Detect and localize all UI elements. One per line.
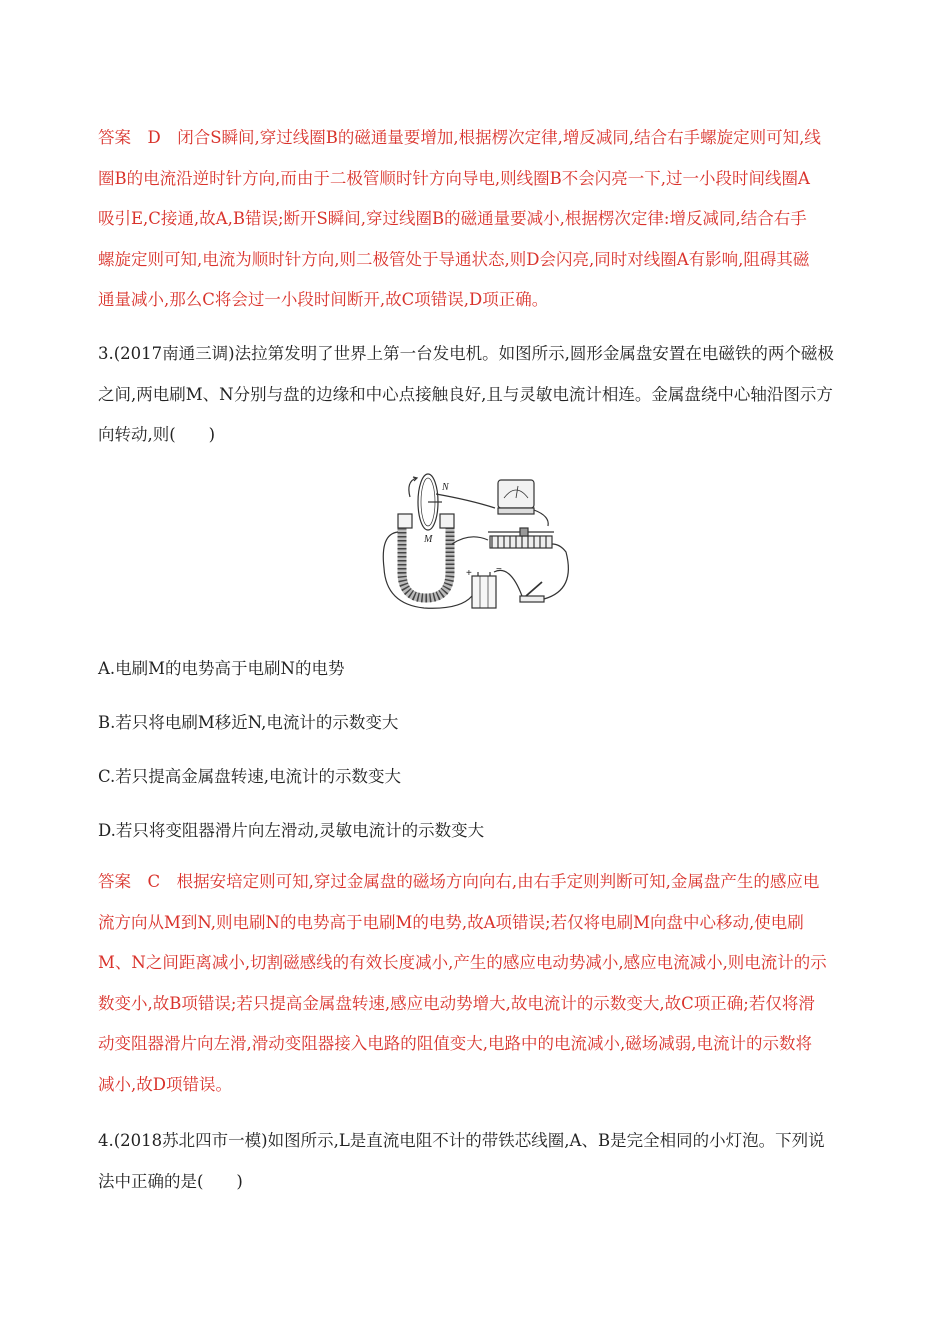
label-minus: −	[496, 564, 502, 575]
question-3-line: 3.(2017南通三调)法拉第发明了世界上第一台发电机。如图所示,圆形金属盘安置在电磁铁的两个磁极	[98, 344, 834, 363]
question-4-line: 4.(2018苏北四市一模)如图所示,L是直流电阻不计的带铁芯线圈,A、B是完全相同的小灯泡。下列说	[98, 1131, 825, 1150]
option-a: A.电刷M的电势高于电刷N的电势	[98, 659, 345, 678]
answer-3-line: 答案 C 根据安培定则可知,穿过金属盘的磁场方向向右,由右手定则判断可知,金属盘产生的感应电	[98, 872, 820, 891]
answer-3-line: 流方向从M到N,则电刷N的电势高于电刷M的电势,故A项错误;若仅将电刷M向盘中心移动,使电刷	[98, 912, 804, 932]
answer-3-line: 数变小,故B项错误;若只提高金属盘转速,感应电动势增大,故电流计的示数变大,故C项正确;若仅将滑	[98, 993, 815, 1013]
magnet-pole-left	[398, 514, 412, 528]
galvanometer	[498, 480, 534, 508]
label-plus: +	[466, 568, 472, 579]
question-3-line: 向转动,则( )	[98, 425, 216, 444]
label-m: M	[424, 534, 433, 545]
option-d: D.若只将变阻器滑片向左滑动,灵敏电流计的示数变大	[98, 821, 485, 840]
rheostat	[490, 536, 552, 548]
answer-3-line: 减小,故D项错误。	[98, 1074, 232, 1094]
option-b: B.若只将电刷M移近N,电流计的示数变大	[98, 713, 399, 732]
magnet-pole-right	[440, 514, 454, 528]
answer-2-line: 吸引E,C接通,故A,B错误;断开S瞬间,穿过线圈B的磁通量要减小,根据楞次定律:增反减同,结合右手	[98, 209, 807, 228]
question-3-line: 之间,两电刷M、N分别与盘的边缘和中心点接触良好,且与灵敏电流计相连。金属盘绕中心轴沿图示方	[98, 384, 833, 404]
label-n: N	[442, 482, 449, 493]
faraday-generator-figure	[380, 472, 580, 612]
question-3-stem	[98, 334, 853, 456]
faraday-generator-diagram	[380, 472, 580, 612]
answer-3-line: M、N之间距离减小,切割磁感线的有效长度减小,产生的感应电动势减小,感应电流减小,则电流计的示	[98, 953, 827, 972]
option-c: C.若只提高金属盘转速,电流计的示数变大	[98, 767, 402, 786]
switch	[520, 596, 544, 602]
battery	[472, 576, 496, 608]
answer-2-line: 通量减小,那么C将会过一小段时间断开,故C项错误,D项正确。	[98, 290, 549, 309]
answer-2-block	[98, 118, 853, 321]
answer-3-block	[98, 862, 853, 1105]
answer-2-line: 螺旋定则可知,电流为顺时针方向,则二极管处于导通状态,则D会闪亮,同时对线圈A有影响,阻碍其磁	[98, 249, 810, 269]
answer-2-line: 圈B的电流沿逆时针方向,而由于二极管顺时针方向导电,则线圈B不会闪亮一下,过一小段时间线圈A	[98, 168, 810, 188]
answer-3-line: 动变阻器滑片向左滑,滑动变阻器接入电路的阻值变大,电路中的电流减小,磁场减弱,电流计的示数将	[98, 1034, 812, 1053]
question-4-line: 法中正确的是( )	[98, 1171, 243, 1191]
question-4-stem	[98, 1121, 853, 1202]
answer-2-line: 答案 D 闭合S瞬间,穿过线圈B的磁通量要增加,根据楞次定律,增反减同,结合右手螺旋定则可知,线	[98, 128, 821, 147]
